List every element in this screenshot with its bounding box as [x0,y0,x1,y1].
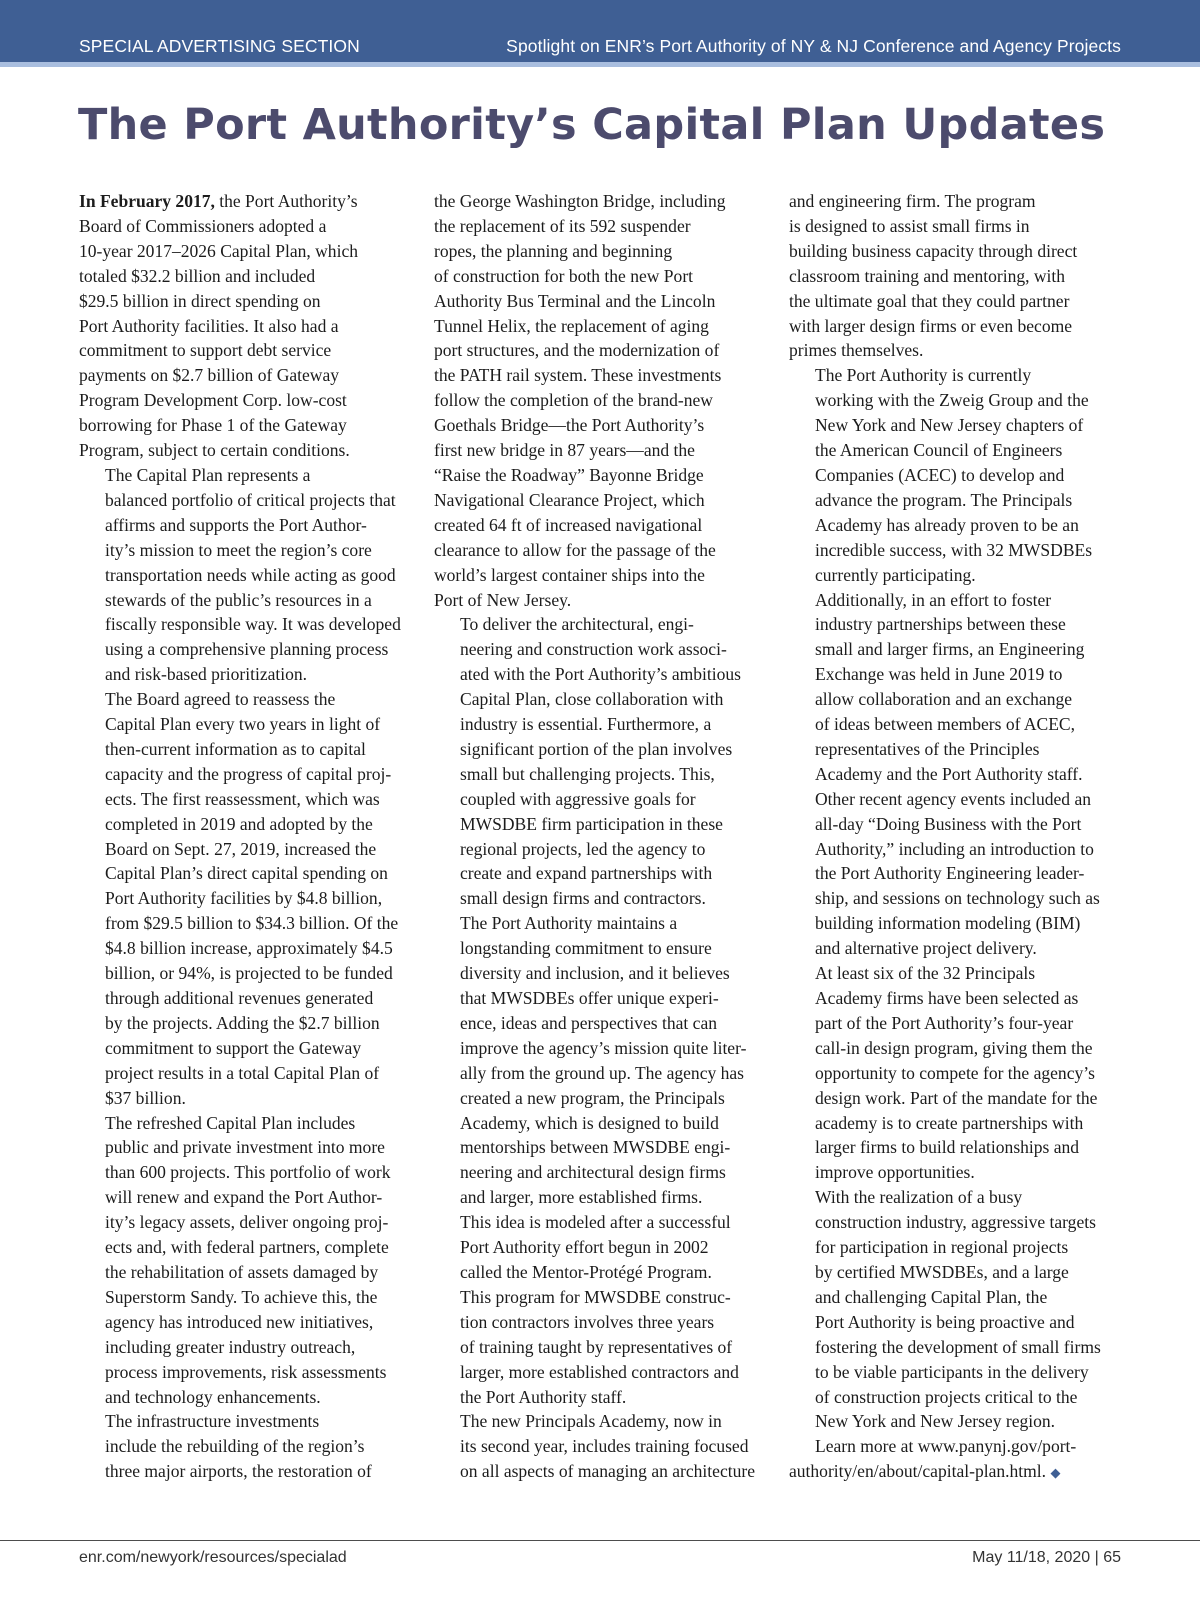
paragraph [789,363,1121,587]
text-line: agency has introduced new initiatives, [105,1311,374,1332]
text-line: part of the Port Authority’s four-year [815,1012,1074,1033]
text-line: for participation in regional projects [815,1237,1069,1258]
text-line: the Port Authority’s [214,191,358,211]
text-line: Academy, which is designed to build [460,1112,719,1133]
text-line: fostering the development of small firms [815,1336,1101,1357]
text-line: The Capital Plan represents a [105,464,311,485]
text-line: regional projects, led the agency to [460,838,706,859]
text-line: totaled $32.2 billion and included [79,265,316,286]
text-line: of ideas between members of ACEC, [815,714,1075,735]
text-line: created 64 ft of increased navigational [434,514,703,535]
text-line: This idea is modeled after a successful [460,1212,731,1233]
text-line: currently participating. [815,564,976,585]
text-line: through additional revenues generated [105,988,374,1008]
text-line: public and private investment into more [105,1137,385,1158]
text-line: neering and architectural design firms [460,1162,726,1183]
text-line: At least six of the 32 Principals [815,963,1036,984]
text-line: project results in a total Capital Plan of [105,1062,380,1083]
text-line: of training taught by representatives of [460,1336,733,1357]
text-line: design work. Part of the mandate for the [815,1087,1098,1108]
text-line: primes themselves. [789,340,924,361]
text-line: Port Authority effort begun in 2002 [460,1237,709,1258]
text-line: working with the Zweig Group and the [815,390,1089,411]
text-line: longstanding commitment to ensure [460,938,712,959]
text-line: larger, more established contractors and [460,1361,739,1382]
text-line: clearance to allow for the passage of the [434,539,716,560]
paragraph [789,588,1121,962]
paragraph [789,189,1121,363]
lead-in: In February 2017, [79,191,215,211]
text-line: with larger design firms or even become [789,315,1073,336]
text-line: by the projects. Adding the $2.7 billion [105,1012,380,1033]
text-line: follow the completion of the brand-new [434,390,713,411]
text-line: Authority Bus Terminal and the Lincoln [434,290,716,311]
text-line: Capital Plan’s direct capital spending on [105,863,388,884]
header-bar [0,0,1200,67]
text-line: The Port Authority is currently [815,365,1032,386]
text-line: $29.5 billion in direct spending on [79,290,321,311]
text-line: capacity and the progress of capital proj- [105,763,392,784]
text-line: mentorships between MWSDBE engi- [460,1137,731,1158]
text-line: ated with the Port Authority’s ambitious [460,664,741,685]
text-line: then-current information as to capital [105,738,366,759]
text-line: The infrastructure investments [105,1411,320,1432]
text-line: coupled with aggressive goals for [460,788,696,809]
text-line: the Port Authority staff. [460,1386,627,1407]
text-line: The new Principals Academy, now in [460,1411,722,1432]
footer-divider [0,1540,1200,1541]
text-line: “Raise the Roadway” Bayonne Bridge [434,464,704,485]
paragraph [789,1185,1121,1434]
text-line: three major airports, the restoration of [105,1461,372,1482]
text-line: Board on Sept. 27, 2019, increased the [105,838,377,859]
text-line: larger firms to build relationships and [815,1137,1080,1158]
paragraph [79,1111,410,1410]
text-line: $37 billion. [105,1087,186,1108]
text-line: Authority,” including an introduction to [815,838,1094,859]
footer-issue-page: May 11/18, 2020 | 65 [972,1549,1121,1566]
text-line: representatives of the Principles [815,738,1040,759]
text-line: stewards of the public’s resources in a [105,589,372,610]
text-line: than 600 projects. This portfolio of work [105,1162,391,1183]
text-line: small design firms and contractors. [460,888,706,909]
text-line: small but challenging projects. This, [460,763,715,784]
text-line: New York and New Jersey chapters of [815,415,1084,436]
text-line: Port Authority is being proactive and [815,1311,1075,1332]
text-line: and challenging Capital Plan, the [815,1286,1048,1307]
text-line: New York and New Jersey region. [815,1411,1056,1432]
text-line: commitment to support debt service [79,340,332,361]
text-line: world’s largest container ships into the [434,564,705,585]
text-line: Learn more at www.panynj.gov/port- [815,1436,1077,1457]
text-line: Port Authority facilities by $4.8 billion, [105,888,383,909]
text-line: industry partnerships between these [815,614,1066,635]
text-line: authority/en/about/capital-plan.html. [789,1461,1047,1482]
text-line: the rehabilitation of assets damaged by [105,1261,379,1282]
article-column-1 [79,189,410,1484]
text-line: the American Council of Engineers [815,440,1063,461]
text-line: completed in 2019 and adopted by the [105,813,373,834]
text-line: its second year, includes training focused [460,1436,749,1457]
footer-url: enr.com/newyork/resources/specialad [79,1549,347,1566]
text-line: include the rebuilding of the region’s [105,1436,365,1457]
spotlight-title: Spotlight on ENR’s Port Authority of NY & NJ Conference and Agency Projects [506,36,1121,56]
text-line: Companies (ACEC) to develop and [815,464,1065,485]
paragraph [79,189,410,463]
text-line: called the Mentor-Protégé Program. [460,1261,712,1282]
text-line: including greater industry outreach, [105,1336,356,1357]
text-line: to be viable participants in the delivery [815,1361,1089,1382]
text-line: $4.8 billion increase, approximately $4.5 [105,938,393,959]
text-line: borrowing for Phase 1 of the Gateway [79,415,347,436]
text-line: academy is to create partnerships with [815,1112,1084,1133]
text-line: Academy and the Port Authority staff. [815,763,1083,784]
text-line: construction industry, aggressive targets [815,1212,1096,1233]
paragraph [789,961,1121,1185]
text-line: 10-year 2017–2026 Capital Plan, which [79,240,358,261]
text-line: created a new program, the Principals [460,1087,725,1108]
text-line: diversity and inclusion, and it believes [460,963,730,984]
section-label: SPECIAL ADVERTISING SECTION [79,36,360,56]
text-line: Navigational Clearance Project, which [434,489,705,510]
text-line: Tunnel Helix, the replacement of aging [434,315,709,336]
paragraph [789,1434,1121,1486]
text-line: by certified MWSDBEs, and a large [815,1261,1069,1282]
text-line: neering and construction work associ- [460,639,727,660]
text-line: process improvements, risk assessments [105,1361,387,1382]
text-line: tion contractors involves three years [460,1311,715,1332]
text-line: building business capacity through direct [789,240,1078,261]
text-line: classroom training and mentoring, with [789,265,1066,286]
text-line: incredible success, with 32 MWSDBEs [815,539,1093,560]
text-line: ence, ideas and perspectives that can [460,1012,718,1033]
text-line: Capital Plan every two years in light of [105,714,381,735]
text-line: ity’s mission to meet the region’s core [105,539,372,560]
text-line: ship, and sessions on technology such as [815,888,1100,909]
paragraph [434,189,765,612]
text-line: the PATH rail system. These investments [434,365,722,386]
text-line: and risk-based prioritization. [105,664,308,685]
text-line: payments on $2.7 billion of Gateway [79,365,339,386]
text-line: With the realization of a busy [815,1187,1023,1208]
text-line: ally from the ground up. The agency has [460,1062,744,1083]
text-line: is designed to assist small firms in [789,215,1030,236]
text-line: and larger, more established firms. [460,1187,703,1208]
text-line: on all aspects of managing an architecture [460,1461,755,1482]
text-line: call-in design program, giving them the [815,1037,1093,1058]
text-line: The refreshed Capital Plan includes [105,1112,356,1133]
text-line: the replacement of its 592 suspender [434,215,691,236]
text-line: the Port Authority Engineering leader- [815,863,1085,884]
paragraph [434,1409,765,1484]
text-line: Port Authority facilities. It also had a [79,315,339,336]
text-line: Capital Plan, close collaboration with [460,689,724,710]
text-line: first new bridge in 87 years—and the [434,440,695,461]
text-line: will renew and expand the Port Author- [105,1187,383,1208]
text-line: Program, subject to certain conditions. [79,440,350,461]
text-line: This program for MWSDBE construc- [460,1286,731,1307]
end-mark-icon: ◆ [1050,1465,1061,1481]
text-line: from $29.5 billion to $34.3 billion. Of the [105,913,399,934]
text-line: ity’s legacy assets, deliver ongoing proj- [105,1212,389,1233]
paragraph [434,612,765,911]
text-line: create and expand partnerships with [460,863,713,884]
text-line: Other recent agency events included an [815,788,1091,809]
text-line: significant portion of the plan involves [460,738,733,759]
text-line: ropes, the planning and beginning [434,240,673,261]
article-title: The Port Authority’s Capital Plan Updates [78,100,1106,150]
text-line: improve the agency’s mission quite liter- [460,1037,747,1058]
text-line: industry is essential. Furthermore, a [460,714,712,735]
text-line: The Port Authority maintains a [460,913,678,934]
text-line: of construction projects critical to the [815,1386,1078,1407]
text-line: affirms and supports the Port Author- [105,514,367,535]
text-line: Goethals Bridge—the Port Authority’s [434,415,705,436]
text-line: Academy has already proven to be an [815,514,1079,535]
text-line: that MWSDBEs offer unique experi- [460,988,719,1008]
text-line: Board of Commissioners adopted a [79,215,327,236]
text-line: allow collaboration and an exchange [815,689,1073,710]
text-line: Port of New Jersey. [434,589,572,610]
text-line: the ultimate goal that they could partner [789,290,1070,311]
article-column-3 [789,189,1121,1486]
text-line: and engineering firm. The program [789,191,1036,211]
paragraph [79,463,410,687]
text-line: advance the program. The Principals [815,489,1073,510]
text-line: Exchange was held in June 2019 to [815,664,1063,685]
text-line: Program Development Corp. low-cost [79,390,347,411]
text-line: and technology enhancements. [105,1386,321,1407]
article-column-2 [434,189,765,1484]
paragraph [79,687,410,1110]
text-line: Academy firms have been selected as [815,988,1079,1008]
text-line: fiscally responsible way. It was developed [105,614,401,635]
text-line: of construction for both the new Port [434,265,694,286]
text-line: the George Washington Bridge, including [434,191,726,211]
text-line: opportunity to compete for the agency’s [815,1062,1095,1083]
text-line: The Board agreed to reassess the [105,689,336,710]
text-line: balanced portfolio of critical projects that [105,489,396,510]
text-line: ects. The first reassessment, which was [105,788,380,809]
text-line: small and larger firms, an Engineering [815,639,1085,660]
text-line: ects and, with federal partners, complete [105,1237,389,1258]
text-line: MWSDBE firm participation in these [460,813,723,834]
text-line: transportation needs while acting as good [105,564,396,585]
text-line: port structures, and the modernization of [434,340,720,361]
text-line: Additionally, in an effort to foster [815,589,1052,610]
text-line: improve opportunities. [815,1162,975,1183]
text-line: To deliver the architectural, engi- [460,614,694,635]
text-line: building information modeling (BIM) [815,913,1081,934]
paragraph [434,911,765,1409]
text-line: commitment to support the Gateway [105,1037,362,1058]
text-line: and alternative project delivery. [815,938,1037,959]
text-line: billion, or 94%, is projected to be funded [105,963,393,984]
text-line: Superstorm Sandy. To achieve this, the [105,1286,378,1307]
paragraph [79,1409,410,1484]
text-line: using a comprehensive planning process [105,639,389,660]
text-line: all-day “Doing Business with the Port [815,813,1082,834]
